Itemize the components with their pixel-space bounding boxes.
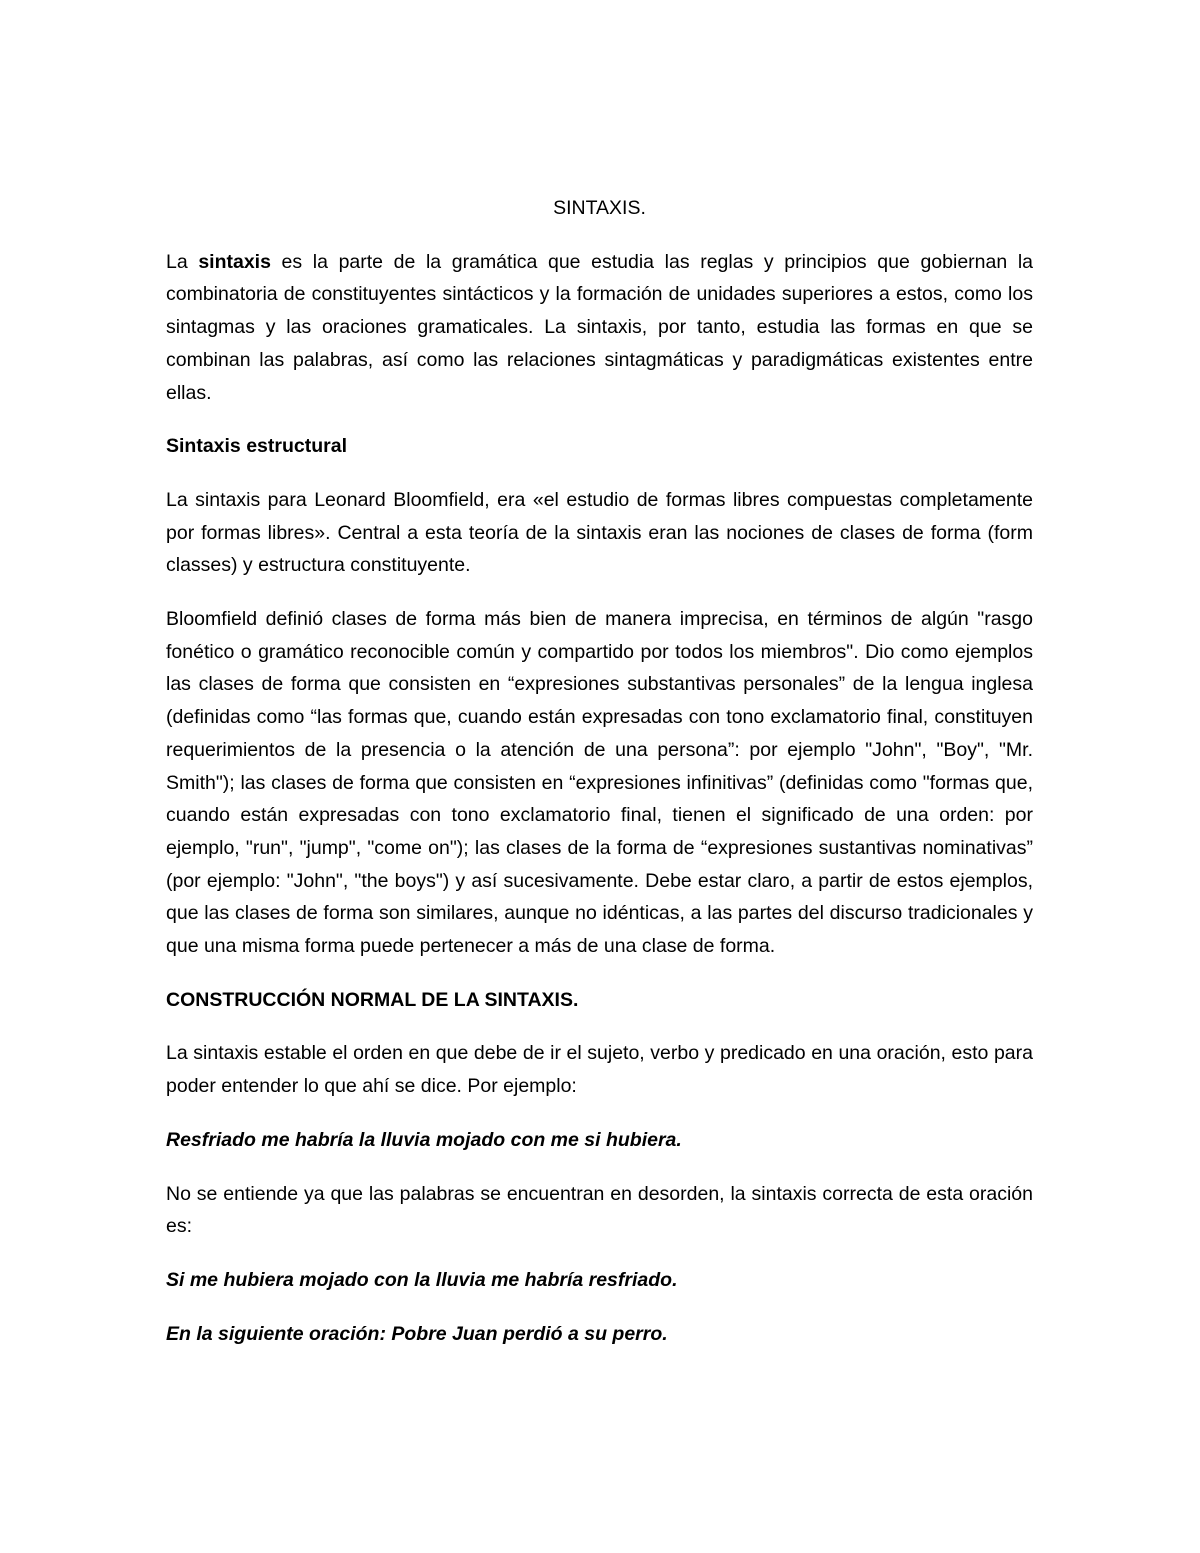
example-next-sentence: En la siguiente oración: Pobre Juan perdió a su perro. [166, 1322, 668, 1345]
section-heading-normal-construction: CONSTRUCCIÓN NORMAL DE LA SINTAXIS. [166, 988, 579, 1011]
section-heading-structural: Sintaxis estructural [166, 435, 347, 458]
example-disordered: Resfriado me habría la lluvia mojado con me si hubiera. [166, 1128, 682, 1151]
form-classes-paragraph: Bloomfield definió clases de forma más bien de manera imprecisa, en términos de algún "rasgo fonético o gramático reconocible común y compartido por todos los miembros". Dio como ejemplos las clases de forma que consisten en “expresiones substantivas personales” de la lengua inglesa (definidas como “las formas que, cuando están expresadas con tono exclamatorio final, constituyen requerimientos de la presencia o la atención de una persona”: por ejemplo "John", "Boy", "Mr. Smith"); las clases de forma que consisten en “expresiones infinitivas” (definidas como "formas que, cuando están expresadas con tono exclamatorio final, tienen el significado de una orden: por ejemplo, "run", "jump", "come on"); las clases de la forma de “expresiones sustantivas nominativas” (por ejemplo: "John", "the boys") y así sucesivamente. Debe estar claro, a partir de estos ejemplos, que las clases de forma son similares, aunque no idénticas, a las partes del discurso tradicionales y que una misma forma puede pertenecer a más de una clase de forma. [166, 608, 1033, 958]
order-paragraph: La sintaxis estable el orden en que debe de ir el sujeto, verbo y predicado en una oración, esto para poder entender lo que ahí se dice. Por ejemplo: [166, 1042, 1033, 1098]
example-correct: Si me hubiera mojado con la lluvia me habría resfriado. [166, 1268, 678, 1291]
bloomfield-paragraph: La sintaxis para Leonard Bloomfield, era «el estudio de formas libres compuestas completamente por formas libres». Central a esta teoría de la sintaxis eran las nociones de clases de forma (form classes) y estructura constituyente. [166, 488, 1033, 577]
document-title: SINTAXIS. [553, 197, 646, 219]
explanation-paragraph: No se entiende ya que las palabras se encuentran en desorden, la sintaxis correcta de esta oración es: [166, 1182, 1033, 1238]
intro-paragraph [166, 246, 1033, 410]
document-page [166, 192, 1033, 1371]
intro-text: es la parte de la gramática que estudia las reglas y principios que gobiernan la combinatoria de constituyentes sintácticos y la formación de unidades superiores a estos, como los sintagmas y las oraciones gramaticales. La sintaxis, por tanto, estudia las formas en que se combinan las palabras, así como las relaciones sintagmáticas y paradigmáticas existentes entre ellas. [166, 250, 1033, 404]
intro-lead: La [166, 250, 199, 273]
intro-term: sintaxis [198, 250, 271, 273]
